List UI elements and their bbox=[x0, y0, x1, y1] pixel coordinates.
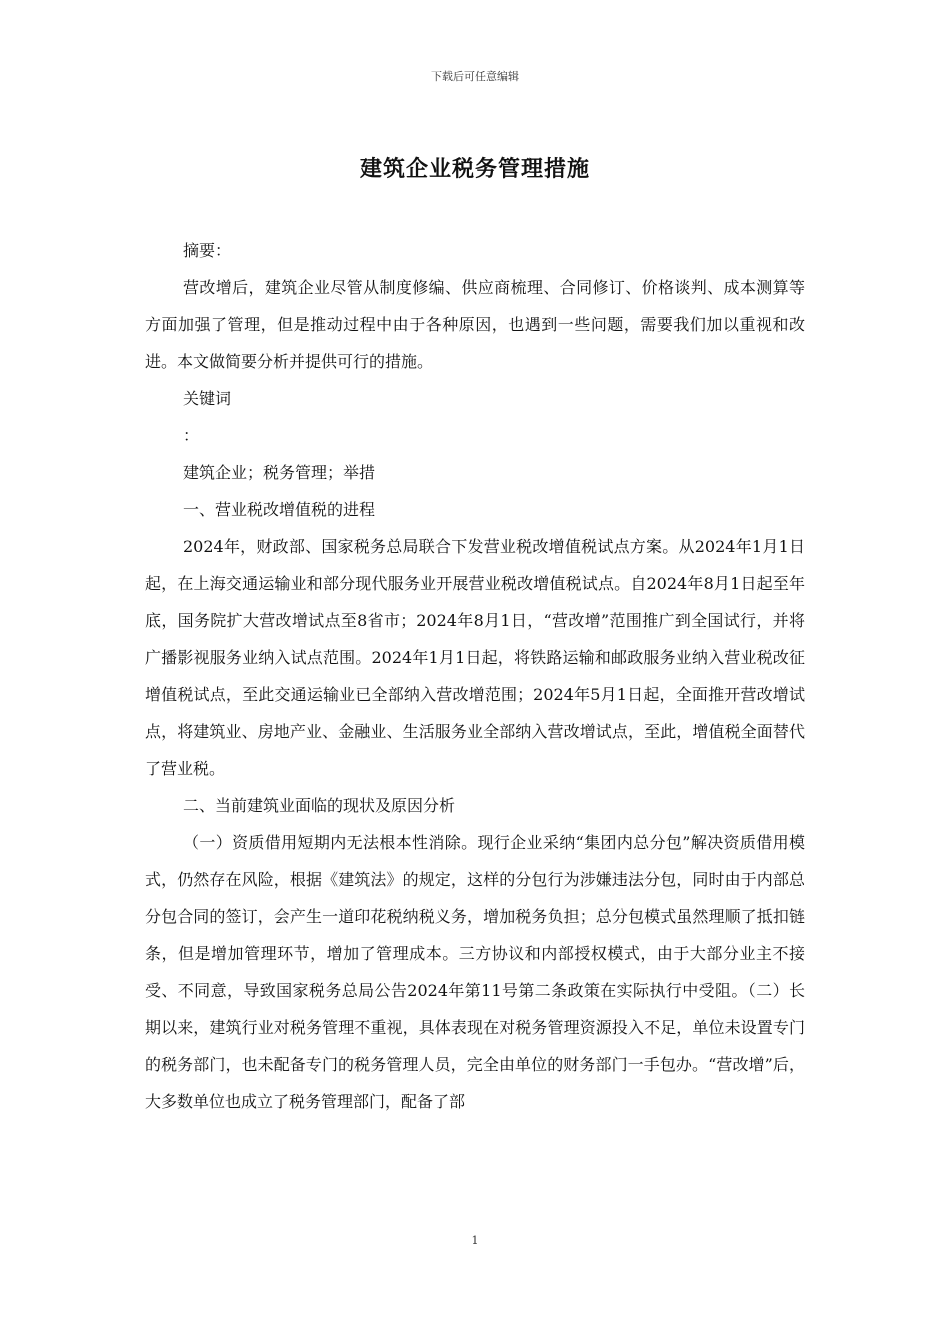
document-title: 建筑企业税务管理措施 bbox=[359, 156, 590, 182]
keywords-text: 建筑企业；税务管理；举措 bbox=[183, 463, 376, 482]
section-heading: 二、当前建筑业面临的现状及原因分析 bbox=[183, 796, 456, 815]
keywords-colon: ： bbox=[183, 426, 200, 445]
document-body bbox=[145, 232, 805, 1120]
section-paragraph: （一）资质借用短期内无法根本性消除。现行企业采纳“集团内总分包”解决资质借用模式，仍然存在风险，根据《建筑法》的规定，这样的分包行为涉嫌违法分包，同时由于内部总分包合同的签订，会产生一道印花税纳税义务，增加税务负担；总分包模式虽然理顺了抵扣链条，但是增加管理环节，增加了管理成本。三方协议和内部授权模式，由于大部分业主不接受、不同意，导致国家税务总局公告2024年第11号第二条政策在实际执行中受阻。（二）长期以来，建筑行业对税务管理不重视，具体表现在对税务管理资源投入不足，单位未设置专门的税务部门，也未配备专门的税务管理人员，完全由单位的财务部门一手包办。“营改增”后，大多数单位也成立了税务管理部门，配备了部 bbox=[145, 833, 805, 1111]
page-header: 下载后可任意编辑 bbox=[431, 70, 519, 83]
abstract-text: 营改增后，建筑企业尽管从制度修编、供应商梳理、合同修订、价格谈判、成本测算等方面加强了管理，但是推动过程中由于各种原因，也遇到一些问题，需要我们加以重视和改进。本文做简要分析并提供可行的措施。 bbox=[145, 278, 805, 371]
page-number: 1 bbox=[471, 1234, 479, 1247]
keywords-label: 关键词 bbox=[183, 389, 232, 408]
section-paragraph: 2024年，财政部、国家税务总局联合下发营业税改增值税试点方案。从2024年1月1日起，在上海交通运输业和部分现代服务业开展营业税改增值税试点。自2024年8月1日起至年底，国务院扩大营改增试点至8省市；2024年8月1日，“营改增”范围推广到全国试行，并将广播影视服务业纳入试点范围。2024年1月1日起，将铁路运输和邮政服务业纳入营业税改征增值税试点，至此交通运输业已全部纳入营改增范围；2024年5月1日起，全面推开营改增试点，将建筑业、房地产业、金融业、生活服务业全部纳入营改增试点，至此，增值税全面替代了营业税。 bbox=[145, 537, 805, 778]
section-heading: 一、营业税改增值税的进程 bbox=[183, 500, 376, 519]
abstract-label: 摘要： bbox=[183, 241, 232, 260]
